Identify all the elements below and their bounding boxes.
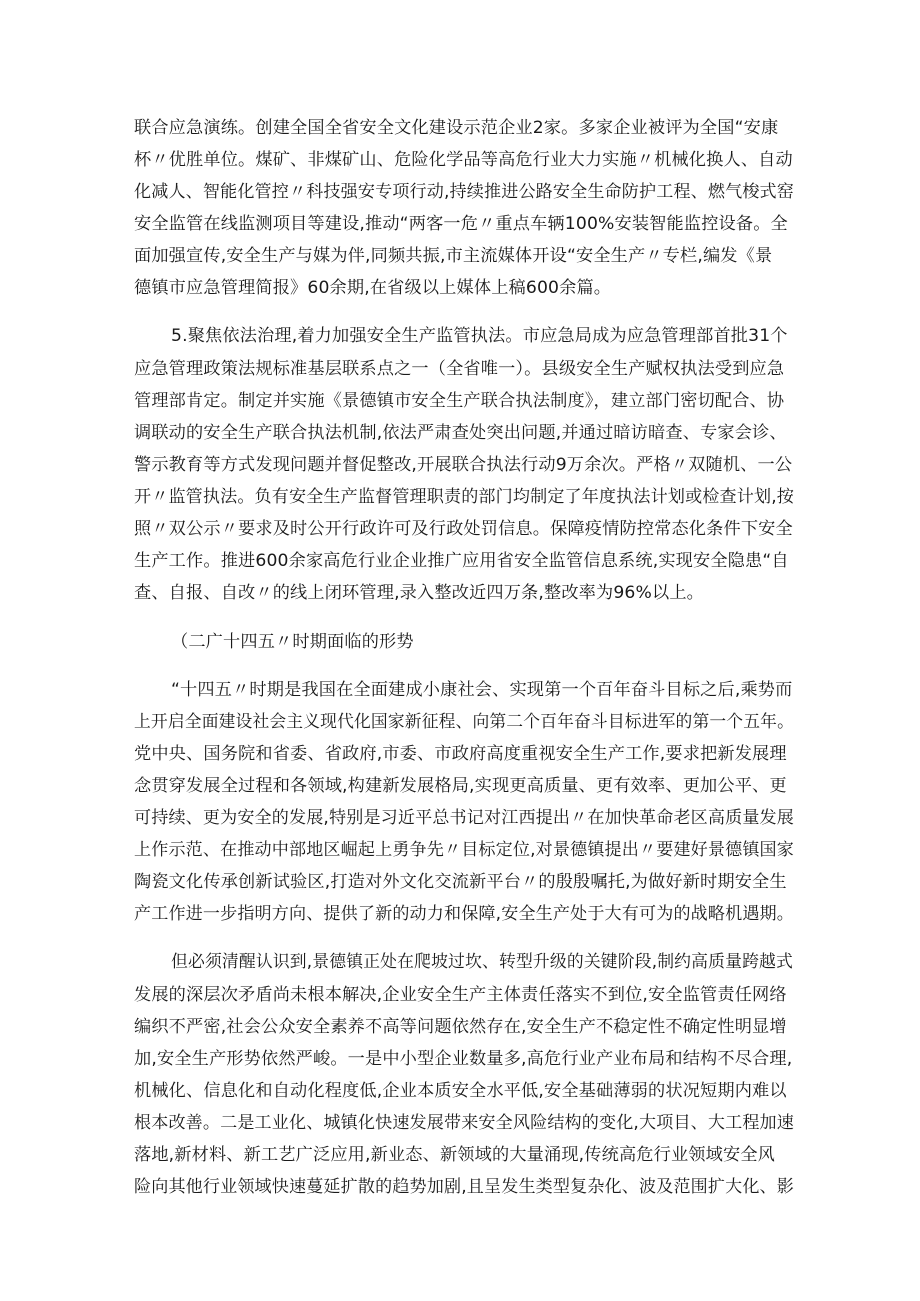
text-line: 管理部肯定。制定并实施《景德镇市安全生产联合执法制度》，建立部门密切配合、协: [134, 391, 785, 411]
text-line: 上作示范、在推动中部地区崛起上勇争先〃目标定位,对景德镇提出〃要建好景德镇国家: [134, 840, 794, 860]
text-line: 查、自报、自改〃的线上闭环管理,录入整改近四万条,整改率为96%以上。: [134, 583, 705, 603]
text-line: 根本改善。二是工业化、城镇化快速发展带来安全风险结构的变化,大项目、大工程加速: [134, 1113, 794, 1133]
text-line: 应急管理政策法规标准基层联系点之一（全省唯一）。县级安全生产赋权执法受到应急: [134, 359, 785, 379]
text-line: 化减人、智能化管控〃科技强安专项行动,持续推进公路安全生命防护工程、燃气梭式窑: [134, 182, 794, 202]
text-line: 面加强宣传,安全生产与媒为伴,同频共振,市主流媒体开设“安全生产〃专栏,编发《景: [134, 246, 773, 266]
text-line: 党中央、国务院和省委、省政府,市委、市政府高度重视安全生产工作,要求把新发展理: [134, 744, 787, 764]
section-heading-text: （二广十四五〃时期面临的形势: [171, 632, 414, 652]
text-line: 杯〃优胜单位。煤矿、非煤矿山、危险化学品等高危行业大力实施〃机械化换人、自动: [134, 150, 793, 170]
text-line: 陶瓷文化传承创新试验区,打造对外文化交流新平台〃的殷殷嘱托,为做好新时期安全生: [134, 872, 787, 892]
text-line: 但必须清醒认识到,景德镇正处在爬坡过坎、转型升级的关键阶段,制约高质量跨越式: [171, 952, 793, 972]
text-line: 产工作进一步指明方向、提供了新的动力和保障,安全生产处于大有可为的战略机遇期。: [134, 904, 794, 924]
text-line: 安全监管在线监测项目等建设,推动“两客一危〃重点车辆100%安装智能监控设备。全: [134, 214, 788, 234]
text-line: 机械化、信息化和自动化程度低,企业本质安全水平低,安全基础薄弱的状况短期内难以: [134, 1081, 787, 1101]
text-line: 发展的深层次矛盾尚未根本解决,企业安全生产主体责任落实不到位,安全监管责任网络: [134, 985, 787, 1005]
text-line: 生产工作。推进600余家高危行业企业推广应用省安全监管信息系统,实现安全隐患“自: [134, 551, 789, 571]
text-line: 联合应急演练。创建全国全省安全文化建设示范企业2家。多家企业被评为全国“安康: [134, 118, 779, 138]
text-line: 德镇市应急管理简报》60余期,在省级以上媒体上稿600余篇。: [134, 278, 612, 298]
text-line: 加,安全生产形势依然严峻。一是中小型企业数量多,高危行业产业布局和结构不尽合理,: [134, 1049, 793, 1069]
text-line: 编织不严密,社会公众安全素养不高等问题依然存在,安全生产不稳定性不确定性明显增: [134, 1017, 787, 1037]
text-line: 念贯穿发展全过程和各领域,构建新发展格局,实现更高质量、更有效率、更加公平、更: [134, 776, 787, 796]
text-line: “十四五〃时期是我国在全面建成小康社会、实现第一个百年奋斗目标之后,乘势而: [171, 680, 793, 700]
text-line: 照〃双公示〃要求及时公开行政许可及行政处罚信息。保障疫情防控常态化条件下安全: [134, 519, 793, 539]
text-line: 落地,新材料、新工艺广泛应用,新业态、新领域的大量涌现,传统高危行业领域安全风: [134, 1145, 775, 1165]
text-line: 险向其他行业领域快速蔓延扩散的趋势加剧,且呈发生类型复杂化、波及范围扩大化、影: [134, 1177, 794, 1197]
text-line: 调联动的安全生产联合执法机制,依法严肃查处突出问题,并通过暗访暗查、专家会诊、: [134, 423, 787, 443]
text-line: 上开启全面建设社会主义现代化国家新征程、向第二个百年奋斗目标进军的第一个五年。: [134, 712, 794, 732]
text-line: 5.聚焦依法治理,着力加强安全生产监管执法。市应急局成为应急管理部首批31个: [171, 326, 788, 346]
text-line: 可持续、更为安全的发展,特别是习近平总书记对江西提出〃在加快革命老区高质量发展: [134, 808, 794, 828]
text-line: 警示教育等方式发现问题并督促整改,开展联合执法行动9万余次。严格〃双随机、一公: [134, 455, 793, 475]
text-line: 开〃监管执法。负有安全生产监督管理职责的部门均制定了年度执法计划或检查计划,按: [134, 487, 794, 507]
